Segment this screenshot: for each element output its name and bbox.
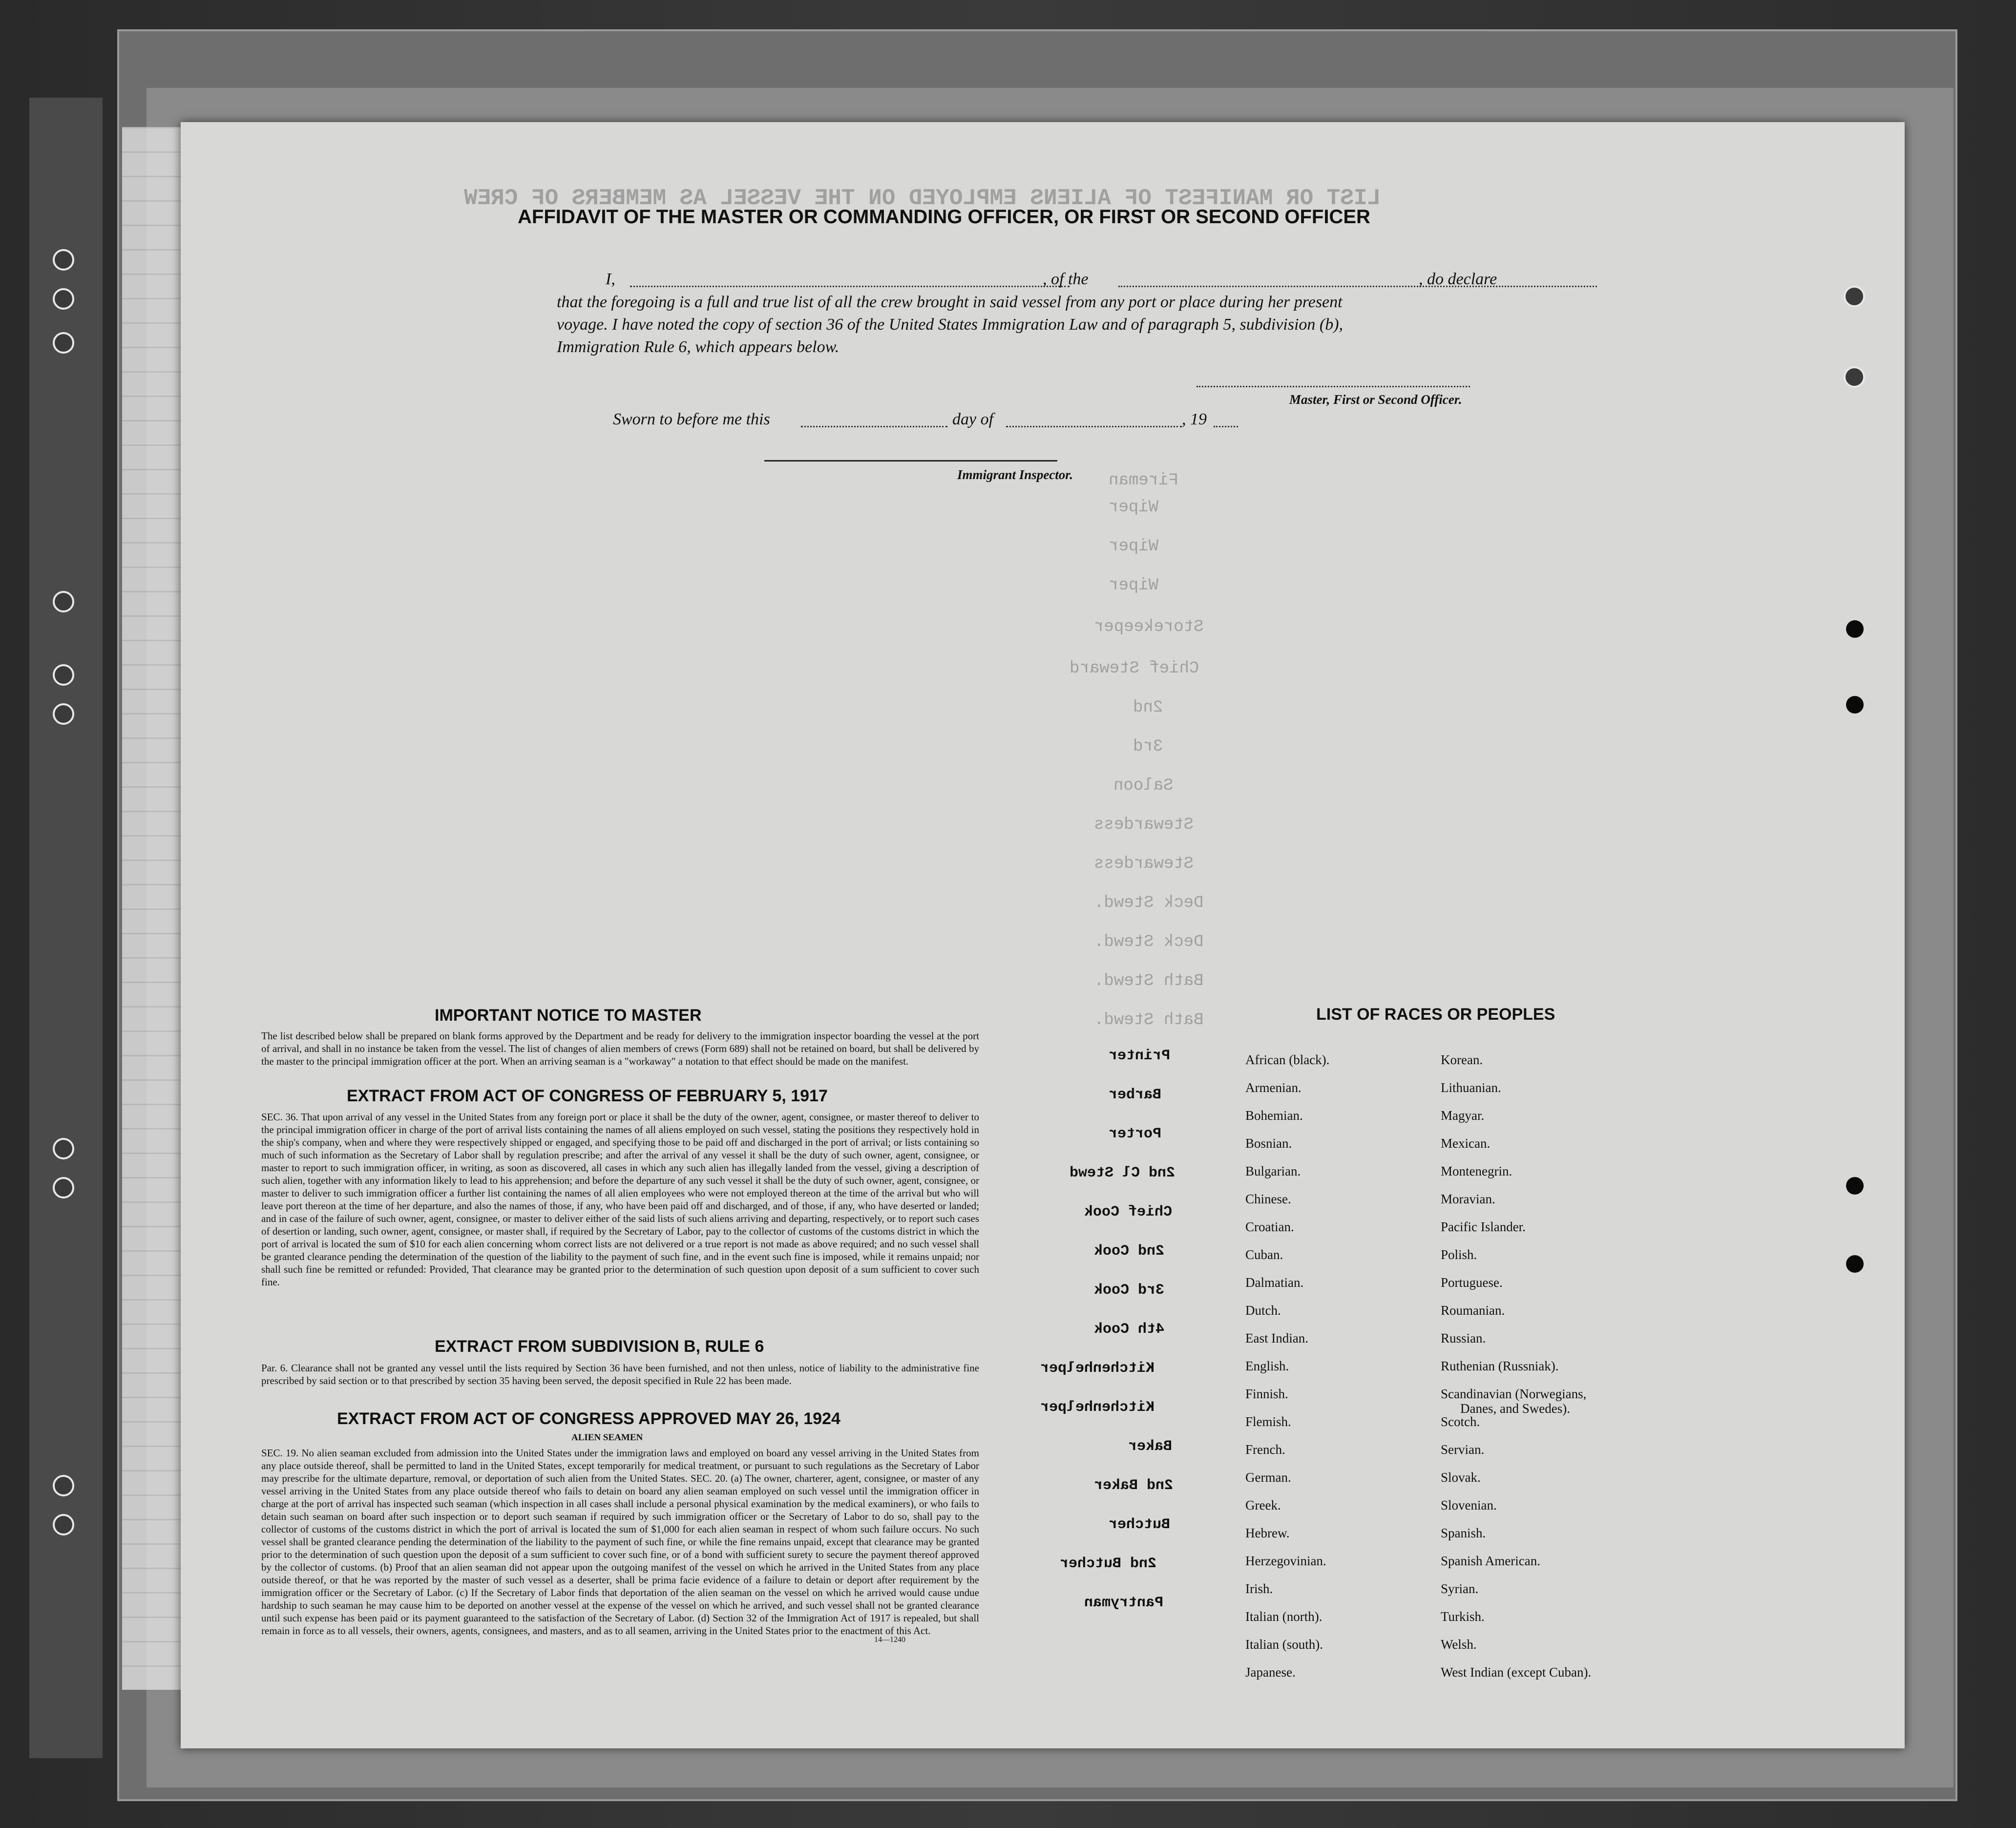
affidavit-of-the: , of the — [1043, 270, 1089, 288]
race-item: Welsh. — [1441, 1637, 1477, 1652]
form-number: 14—1240 — [874, 1636, 905, 1644]
inspector-line — [764, 460, 1057, 462]
race-item: Pacific Islander. — [1441, 1219, 1526, 1234]
binder-hole-icon — [53, 1514, 74, 1535]
bleed-occupation: 4th Cook — [1094, 1321, 1165, 1338]
punch-hole-icon — [1844, 286, 1865, 307]
bleed-occupation: Wiper — [1109, 498, 1159, 517]
bleed-occupation: Wiper — [1109, 576, 1159, 595]
affidavit-declare: , do declare — [1419, 270, 1497, 288]
rule6-title: EXTRACT FROM SUBDIVISION B, RULE 6 — [435, 1337, 764, 1356]
race-item: Dalmatian. — [1245, 1275, 1304, 1290]
bleed-occupation: Barber — [1109, 1087, 1162, 1103]
bleed-occupation: 2nd Butcher — [1060, 1555, 1157, 1572]
race-item: Japanese. — [1245, 1665, 1296, 1680]
year-text: , 19 — [1182, 410, 1207, 428]
master-label: Master, First or Second Officer. — [1289, 392, 1462, 407]
bleed-through-header: LIST OR MANIFEST OF ALIENS EMPLOYED ON THE VESSEL AS MEMBERS OF CREW — [464, 186, 1381, 211]
rule6-body: Par. 6. Clearance shall not be granted any vessel until the lists required by Section 36 have been furnished, and not then unless, notice of liability to the administrative fine prescribed by said section or to that prescribed by section 35 having been served, the deposit specified in Rule 22 has been made. — [261, 1362, 979, 1387]
extract-1924-title: EXTRACT FROM ACT OF CONGRESS APPROVED MAY 26, 1924 — [337, 1409, 840, 1428]
binder-hole-icon — [53, 1138, 74, 1159]
binder-hole-icon — [53, 332, 74, 354]
race-item: Herzegovinian. — [1245, 1554, 1326, 1568]
day-of-text: day of — [952, 410, 994, 428]
affidavit-title: AFFIDAVIT OF THE MASTER OR COMMANDING OFFICER, OR FIRST OR SECOND OFFICER — [518, 206, 1370, 228]
race-item: Russian. — [1441, 1331, 1486, 1345]
affidavit-line4: Immigration Rule 6, which appears below. — [557, 338, 840, 356]
bleed-occupation: 3rd Cook — [1094, 1282, 1165, 1299]
race-item: Spanish. — [1441, 1526, 1486, 1540]
binder-hole-icon — [53, 249, 74, 271]
race-item: Flemish. — [1245, 1414, 1291, 1429]
race-item: Croatian. — [1245, 1219, 1294, 1234]
punch-hole-icon — [1846, 1255, 1864, 1273]
affidavit-line3: voyage. I have noted the copy of section 36 of the United States Immigration Law and of paragraph 5, subdivision (b), — [557, 315, 1344, 334]
race-item: English. — [1245, 1359, 1289, 1373]
bleed-occupation: Stewardess — [1094, 816, 1194, 834]
binder-hole-icon — [53, 703, 74, 725]
inspector-label: Immigrant Inspector. — [957, 467, 1073, 482]
bleed-occupation: Fireman — [1109, 471, 1178, 490]
bleed-occupation: Printer — [1109, 1048, 1171, 1064]
bleed-occupation: 2nd Baker — [1094, 1477, 1174, 1494]
bleed-occupation: Deck Stewd. — [1094, 894, 1204, 912]
bleed-occupation: Saloon — [1113, 777, 1174, 795]
race-item: East Indian. — [1245, 1331, 1308, 1345]
bleed-occupation: Bath Stewd. — [1094, 972, 1204, 990]
bleed-occupation: Deck Stewd. — [1094, 933, 1204, 951]
race-item: Polish. — [1441, 1247, 1477, 1262]
binder-hole-icon — [53, 664, 74, 686]
bleed-occupation: Kitchenhelper — [1040, 1399, 1155, 1416]
race-item: West Indian (except Cuban). — [1441, 1665, 1592, 1680]
race-item: Portuguese. — [1441, 1275, 1503, 1290]
race-item: Scandinavian (Norwegians, — [1441, 1387, 1587, 1401]
race-item: Finnish. — [1245, 1387, 1288, 1401]
bleed-occupation: 2nd Cl Stewd — [1070, 1165, 1176, 1181]
ledger-edge — [122, 127, 181, 1690]
month-blank — [1006, 426, 1182, 427]
bleed-occupation: Chief Steward — [1070, 659, 1199, 678]
race-item: Slovak. — [1441, 1470, 1481, 1485]
bleed-occupation: 2nd Cook — [1094, 1243, 1165, 1260]
punch-hole-icon — [1846, 1177, 1864, 1195]
race-item: Cuban. — [1245, 1247, 1283, 1262]
race-item: Mexican. — [1441, 1136, 1491, 1151]
extract-1917-title: EXTRACT FROM ACT OF CONGRESS OF FEBRUARY 5, 1917 — [347, 1087, 828, 1105]
affidavit-line2: that the foregoing is a full and true list of all the crew brought in said vessel from any port or place during her present — [557, 293, 1343, 311]
bleed-occupation: Wiper — [1109, 537, 1159, 556]
punch-hole-icon — [1846, 620, 1864, 638]
binder-hole-icon — [53, 591, 74, 612]
signature-line — [1197, 386, 1470, 387]
race-item: Bulgarian. — [1245, 1164, 1301, 1178]
sworn-text: Sworn to before me this — [613, 410, 770, 428]
bleed-occupation: 3rd — [1133, 737, 1163, 756]
race-item: Lithuanian. — [1441, 1080, 1501, 1095]
race-item: Italian (south). — [1245, 1637, 1323, 1652]
bleed-occupation: 2nd — [1133, 698, 1163, 717]
race-item: Hebrew. — [1245, 1526, 1290, 1540]
binder-hole-icon — [53, 1475, 74, 1496]
punch-hole-icon — [1844, 366, 1865, 388]
vessel-blank — [1118, 286, 1597, 287]
bleed-occupation: Baker — [1128, 1438, 1173, 1455]
name-blank — [630, 286, 1070, 287]
race-item: Slovenian. — [1441, 1498, 1497, 1513]
alien-seamen-subtitle: ALIEN SEAMEN — [571, 1432, 643, 1443]
race-item: Servian. — [1441, 1442, 1485, 1457]
race-item: Korean. — [1441, 1052, 1483, 1067]
race-item: Roumanian. — [1441, 1303, 1505, 1318]
race-item: Dutch. — [1245, 1303, 1281, 1318]
binder-hole-icon — [53, 1177, 74, 1198]
bleed-occupation: Chief Cook — [1084, 1204, 1173, 1220]
race-item: Scotch. — [1441, 1414, 1480, 1429]
bleed-occupation: Butcher — [1109, 1516, 1171, 1533]
extract-1917-body: SEC. 36. That upon arrival of any vessel in the United States from any foreign port or place it shall be the duty of the owner, agent, consignee, or master thereof to deliver to the principal immigration officer in charge of the port of arrival lists containing the names of all aliens employed on such vessel, stating the positions they respectively hold in the ship's company, when and where they were respectively shipped or engaged, and specifying those to be paid off and discharged in the port of arrival; or lists containing so much of such information as the Secretary of Labor shall by regulation prescribe; and after the arrival of any vessel it shall be the duty of such owner, agent, consignee, or master to report to such immigration officer, in writing, as soon as discovered, all cases in which any such alien has illegally landed from the vessel, giving a description of such alien, together with any information likely to lead to his apprehension; and before the departure of any such vessel it shall be the duty of such owner, agent, consignee, or master to deliver to such immigration officer a further list containing the names of all alien employees who were not employed thereon at the time of the arrival but who will leave port thereon at the time of her departure, and also the names of those, if any, who have been paid off and discharged, and of those, if any, who have deserted or landed; and in case of the failure of such owner, agent, consignee, or master to deliver either of the said lists of such aliens arriving and departing, respectively, or to report such cases of desertion or landing, such owner, agent, consignee, or master shall, if required by the Secretary of Labor, pay to the collector of customs of the customs district in which the port of arrival is located the sum of $10 for each alien concerning whom correct lists are not delivered or a true report is not made as above required; and no such vessel shall be granted clearance pending the determination of the question of the liability to the payment of such fine, and in the event such fine is imposed, while it remains unpaid; nor shall such fine be remitted or refunded: Provided, That clearance may be granted prior to the determination of such question upon deposit of a sum sufficient to cover such fine. — [261, 1111, 979, 1288]
race-item: Bosnian. — [1245, 1136, 1292, 1151]
race-item: Armenian. — [1245, 1080, 1302, 1095]
races-title: LIST OF RACES OR PEOPLES — [1316, 1005, 1555, 1024]
affidavit-i: I, — [606, 270, 615, 288]
race-item: Ruthenian (Russniak). — [1441, 1359, 1559, 1373]
notice-body: The list described below shall be prepared on blank forms approved by the Department and be ready for delivery to the immigration inspector boarding the vessel at the port of arrival, and shall in no instance be taken from the vessel. The list of changes of alien members of crews (Form 689) shall not be retained on board, but shall be delivered by the master to the principal immigration officer at the port. When an arriving seaman is a "workaway" a notation to that effect should be made on the manifest. — [261, 1030, 979, 1067]
race-item: Montenegrin. — [1441, 1164, 1512, 1178]
race-item: Turkish. — [1441, 1609, 1485, 1624]
bleed-occupation: Pantryman — [1084, 1595, 1164, 1611]
bleed-occupation: Bath Stewd. — [1094, 1011, 1204, 1030]
notice-title: IMPORTANT NOTICE TO MASTER — [435, 1006, 702, 1025]
race-item: Syrian. — [1441, 1581, 1479, 1596]
race-item: Moravian. — [1441, 1192, 1495, 1206]
bleed-occupation: Storekeeper — [1094, 618, 1204, 636]
bleed-occupation: Stewardess — [1094, 855, 1194, 873]
sworn-day-blank — [801, 426, 947, 427]
race-item: Magyar. — [1441, 1108, 1485, 1123]
extract-1924-body: SEC. 19. No alien seaman excluded from admission into the United States under the immigration laws and employed on board any vessel arriving in the United States from any place outside thereof, shall be permitted to land in the United States, except temporarily for medical treatment, or pursuant to such regulations as the Secretary of Labor may prescribe for the ultimate departure, removal, or deportation of such alien from the United States. SEC. 20. (a) The owner, charterer, agent, consignee, or master of any vessel arriving in the United States from any place outside thereof who fails to detain on board any alien seaman employed on such vessel until the immigration officer in charge at the port of arrival has inspected such seaman (which inspection in all cases shall include a personal physical examination by the medical examiners), or who fails to detain such seaman on board after such inspection or to deport such seaman if required by such immigration officer or the Secretary of Labor to do so, shall pay to the collector of customs of the customs district in which the port of arrival is located the sum of $1,000 for each alien seaman in respect of whom such failure occurs. No such vessel shall be granted clearance pending the determination of the liability to the payment of such fine, or while the fine remains unpaid, except that clearance may be granted prior to the determination of such question upon the deposit of a sum sufficient to cover such fine, or of a bond with sufficient surety to secure the payment thereof approved by the collector of customs. (b) Proof that an alien seaman did not appear upon the outgoing manifest of the vessel on which he arrived in the United States from any place outside thereof, or that he was reported by the master of such vessel as a deserter, shall be prima facie evidence of a failure to detain or deport after requirement by the immigration officer or the Secretary of Labor. (c) If the Secretary of Labor finds that deportation of the alien seaman on the vessel on which he arrived would cause undue hardship to such seaman he may cause him to be deported on another vessel at the expense of the vessel on which he arrived, and such vessel shall not be granted clearance until such expense has been paid or its payment guaranteed to the satisfaction of the Secretary of Labor. (d) Section 32 of the Immigration Act of 1917 is repealed, but shall remain in force as to all vessels, their owners, agents, consignees, and masters, and as to all seamen, arriving in the United States prior to the enactment of this Act. — [261, 1447, 979, 1637]
punch-hole-icon — [1846, 696, 1864, 714]
race-item: African (black). — [1245, 1052, 1330, 1067]
bleed-occupation: Kitchenhelper — [1040, 1360, 1155, 1377]
race-item: Italian (north). — [1245, 1609, 1323, 1624]
race-item: Chinese. — [1245, 1192, 1291, 1206]
race-item: Spanish American. — [1441, 1554, 1540, 1568]
race-item: German. — [1245, 1470, 1291, 1485]
race-item: Greek. — [1245, 1498, 1281, 1513]
race-item: Danes, and Swedes). — [1460, 1401, 1570, 1416]
race-item: Irish. — [1245, 1581, 1273, 1596]
race-item: Bohemian. — [1245, 1108, 1303, 1123]
bleed-occupation: Porter — [1109, 1126, 1162, 1142]
document-page — [181, 122, 1905, 1748]
binder-hole-icon — [53, 288, 74, 310]
year-blank — [1214, 426, 1238, 427]
race-item: French. — [1245, 1442, 1285, 1457]
